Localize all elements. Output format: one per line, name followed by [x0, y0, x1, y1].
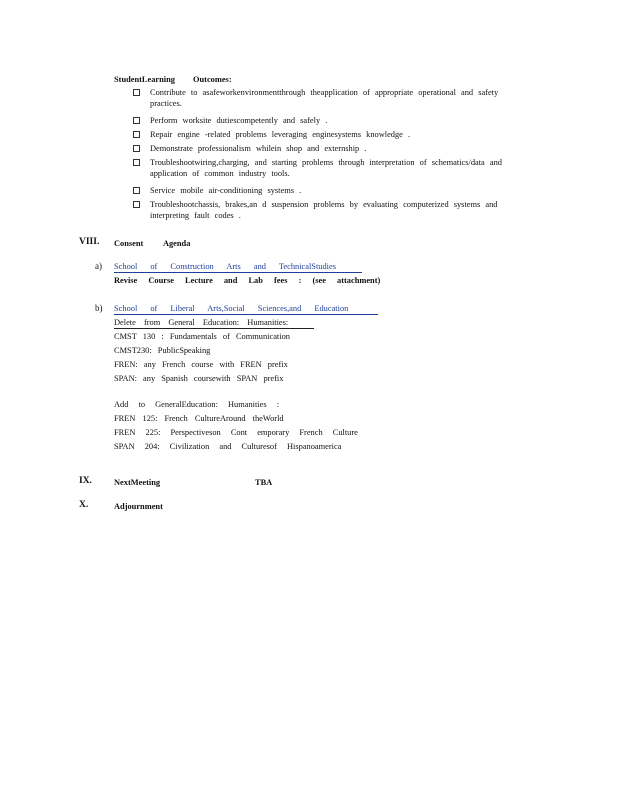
section-title: Consent Agenda: [114, 239, 191, 248]
course-line: FREN 225: Perspectiveson Cont emporary French Culture: [114, 428, 358, 437]
slo-item: Perform worksite dutiescompetently and safely .: [150, 116, 328, 125]
add-heading: Add to GeneralEducation: Humanities :: [114, 400, 280, 409]
delete-heading: Delete from General Education: Humanities:: [114, 318, 289, 327]
section-number: IX.: [79, 476, 92, 486]
slo-heading-right: Outcomes:: [193, 75, 232, 84]
section-title: NextMeeting: [114, 478, 161, 487]
delete-heading-underline: [114, 328, 314, 329]
item-letter: b): [95, 303, 103, 313]
slo-item: Repair engine -related problems leveraging enginesystems knowledge .: [150, 130, 411, 139]
course-line: FREN: any French course with FREN prefix: [114, 360, 288, 369]
slo-item: Contribute to asafeworkenvironmentthrough theapplication of appropriate operational and safety practices.: [150, 88, 499, 108]
section-number: X.: [79, 500, 89, 510]
school-link[interactable]: School of Liberal Arts,Social Sciences,and Education: [114, 304, 349, 313]
slo-item: Troubleshootchassis, brakes,an d suspension problems by evaluating computerized systems and interpreting fault codes .: [150, 200, 498, 220]
course-line: CMST 130 : Fundamentals of Communication: [114, 332, 290, 341]
course-line: SPAN: any Spanish coursewith SPAN prefix: [114, 374, 284, 383]
checkbox-bullet-icon: [133, 145, 140, 152]
course-line: FREN 125: French CultureAround theWorld: [114, 414, 284, 423]
course-line: CMST230: PublicSpeaking: [114, 346, 211, 355]
slo-item: Service mobile air-conditioning systems .: [150, 186, 302, 195]
checkbox-bullet-icon: [133, 187, 140, 194]
section-number: VIII.: [79, 237, 100, 247]
section-title: Adjournment: [114, 502, 163, 511]
item-letter: a): [95, 261, 102, 271]
slo-item: Troubleshootwiring,charging, and starting problems through interpretation of schematics/data and application of common industry tools.: [150, 158, 502, 178]
agenda-line: Revise Course Lecture and Lab fees : (see attachment): [114, 276, 381, 285]
slo-heading-left: StudentLearning: [114, 75, 175, 84]
next-meeting-value: TBA: [255, 478, 273, 487]
checkbox-bullet-icon: [133, 201, 140, 208]
checkbox-bullet-icon: [133, 117, 140, 124]
school-link-underline: [114, 272, 362, 273]
checkbox-bullet-icon: [133, 159, 140, 166]
checkbox-bullet-icon: [133, 131, 140, 138]
checkbox-bullet-icon: [133, 89, 140, 96]
school-link[interactable]: School of Construction Arts and TechnicalStudies: [114, 262, 336, 271]
slo-item: Demonstrate professionalism whilein shop and externship .: [150, 144, 367, 153]
school-link-underline: [114, 314, 378, 315]
course-line: SPAN 204: Civilization and Culturesof Hispanoamerica: [114, 442, 342, 451]
